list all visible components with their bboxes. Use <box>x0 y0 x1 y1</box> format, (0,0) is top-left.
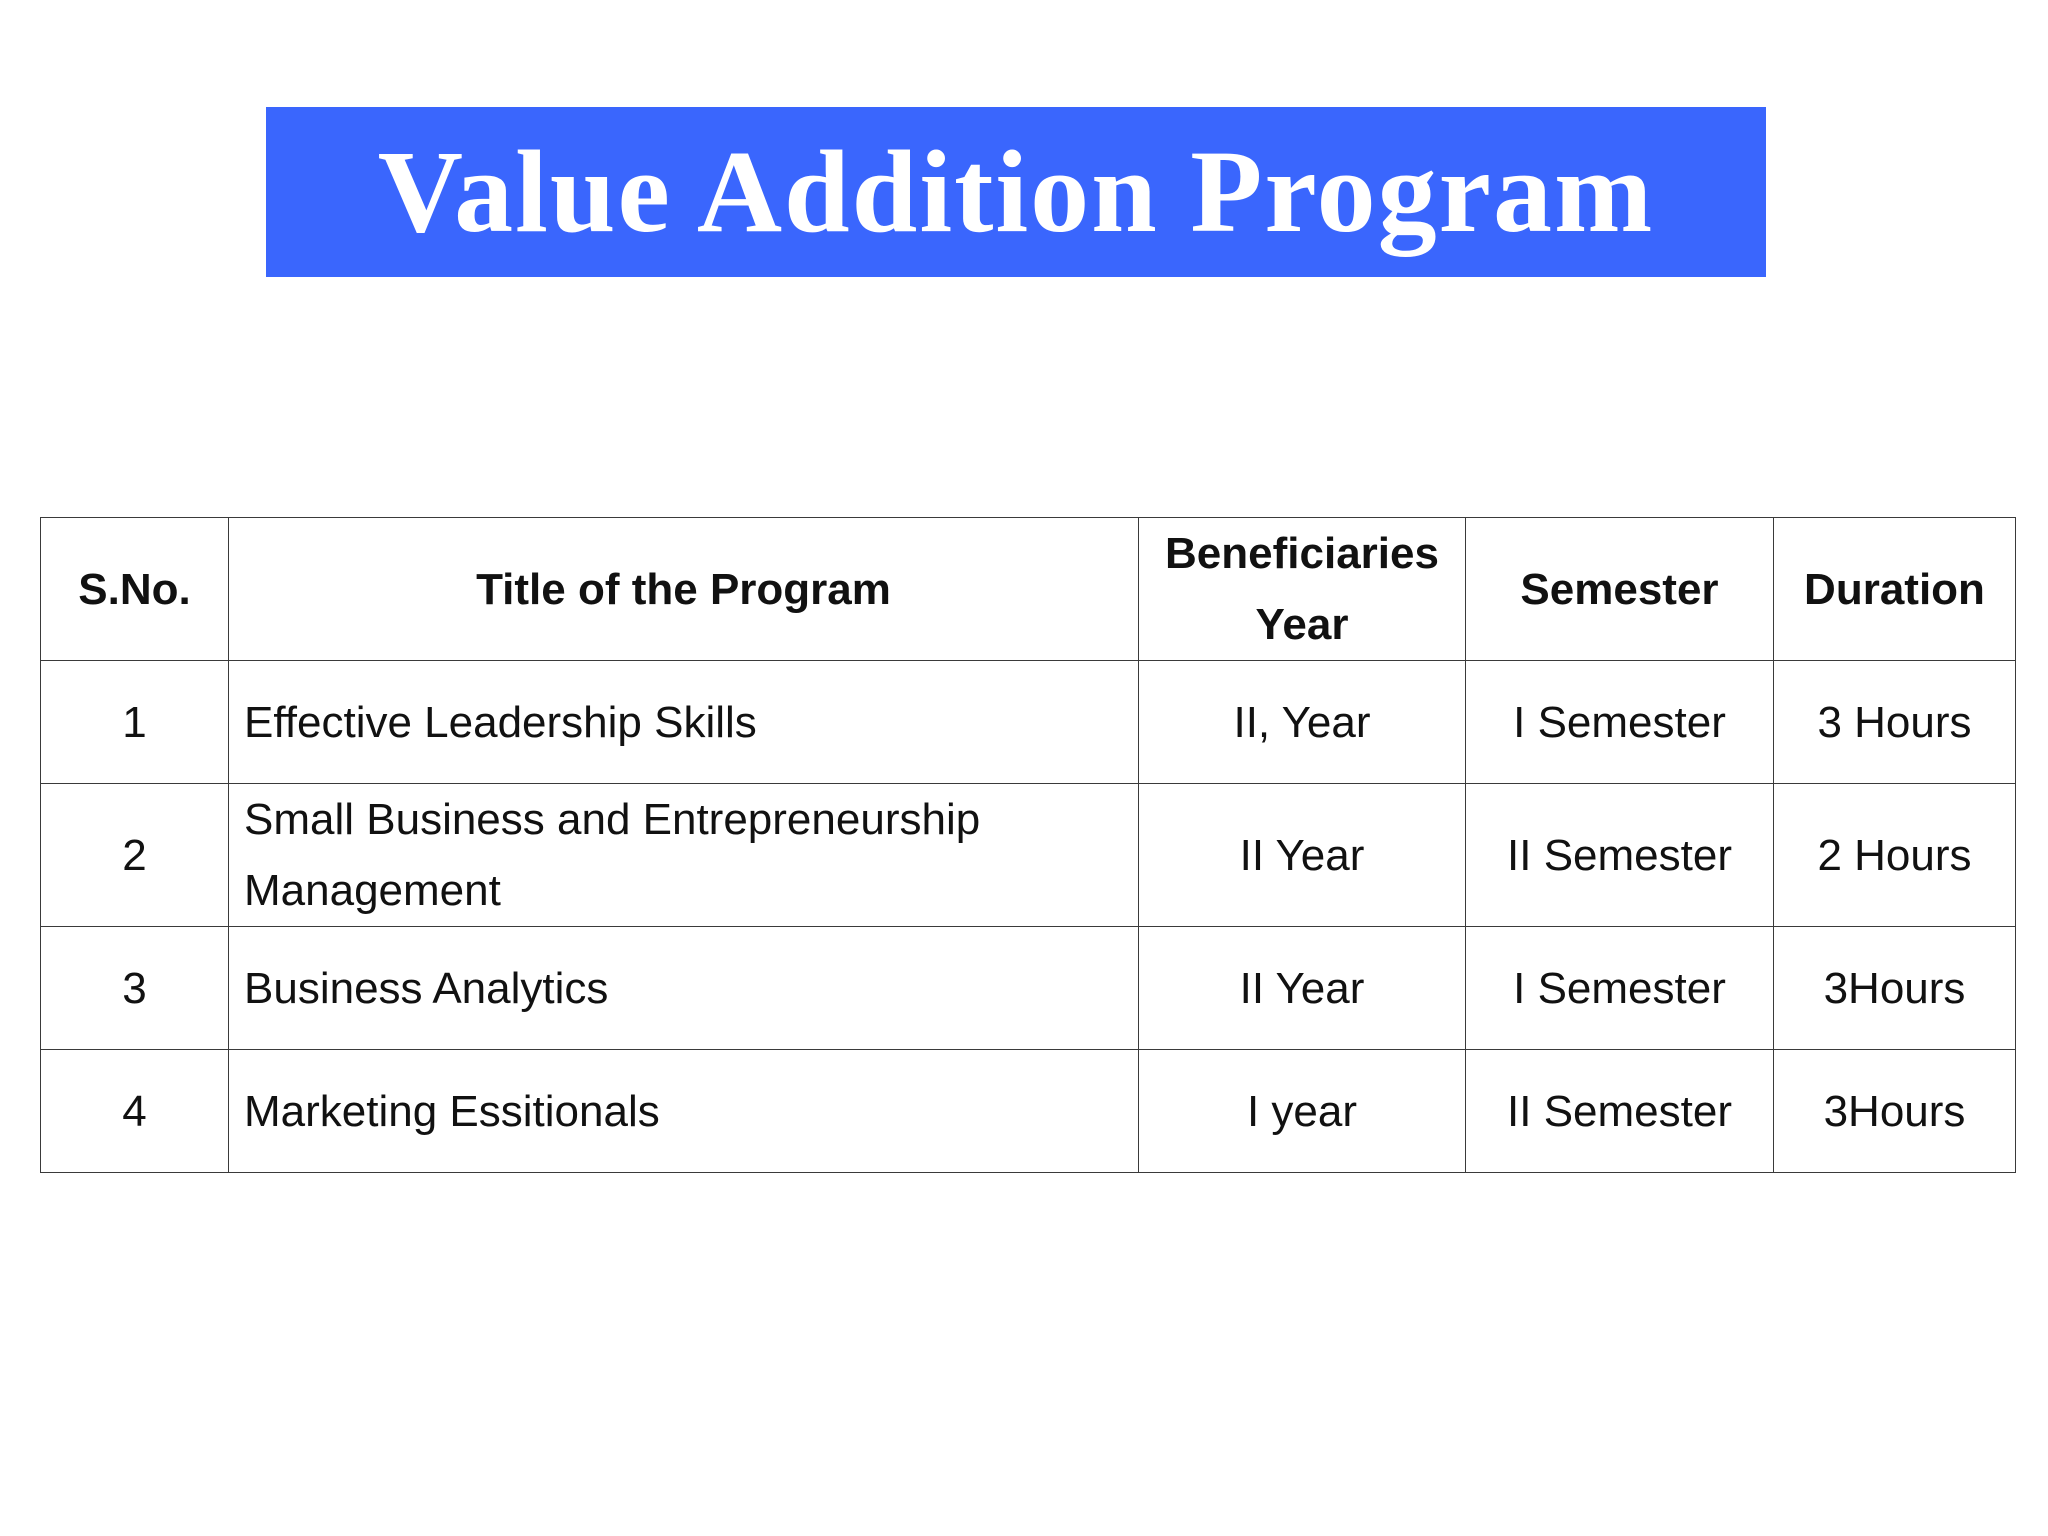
cell-duration: 3Hours <box>1774 1050 2016 1173</box>
cell-year: II, Year <box>1139 661 1466 784</box>
cell-semester: II Semester <box>1466 1050 1774 1173</box>
cell-sno: 4 <box>41 1050 229 1173</box>
page-title: Value Addition Program <box>377 126 1655 257</box>
column-header-sno: S.No. <box>41 518 229 661</box>
cell-duration: 3 Hours <box>1774 661 2016 784</box>
cell-semester: I Semester <box>1466 927 1774 1050</box>
column-header-title: Title of the Program <box>229 518 1139 661</box>
table-row <box>41 784 2016 927</box>
table-row <box>41 661 2016 784</box>
cell-duration: 2 Hours <box>1774 784 2016 927</box>
cell-semester: I Semester <box>1466 661 1774 784</box>
cell-sno: 2 <box>41 784 229 927</box>
cell-title: Marketing Essitionals <box>229 1050 1139 1173</box>
column-header-duration: Duration <box>1774 518 2016 661</box>
cell-title: Business Analytics <box>229 927 1139 1050</box>
table-header-row <box>41 518 2016 661</box>
program-table <box>40 517 2016 1173</box>
cell-year: II Year <box>1139 784 1466 927</box>
cell-semester: II Semester <box>1466 784 1774 927</box>
cell-duration: 3Hours <box>1774 927 2016 1050</box>
column-header-beneficiaries-year: Beneficiaries Year <box>1139 518 1466 661</box>
table-row <box>41 1050 2016 1173</box>
cell-title: Effective Leadership Skills <box>229 661 1139 784</box>
title-banner <box>266 107 1766 277</box>
cell-year: I year <box>1139 1050 1466 1173</box>
cell-title: Small Business and Entrepreneurship Management <box>229 784 1139 927</box>
cell-year: II Year <box>1139 927 1466 1050</box>
column-header-semester: Semester <box>1466 518 1774 661</box>
cell-sno: 3 <box>41 927 229 1050</box>
cell-sno: 1 <box>41 661 229 784</box>
table-row <box>41 927 2016 1050</box>
